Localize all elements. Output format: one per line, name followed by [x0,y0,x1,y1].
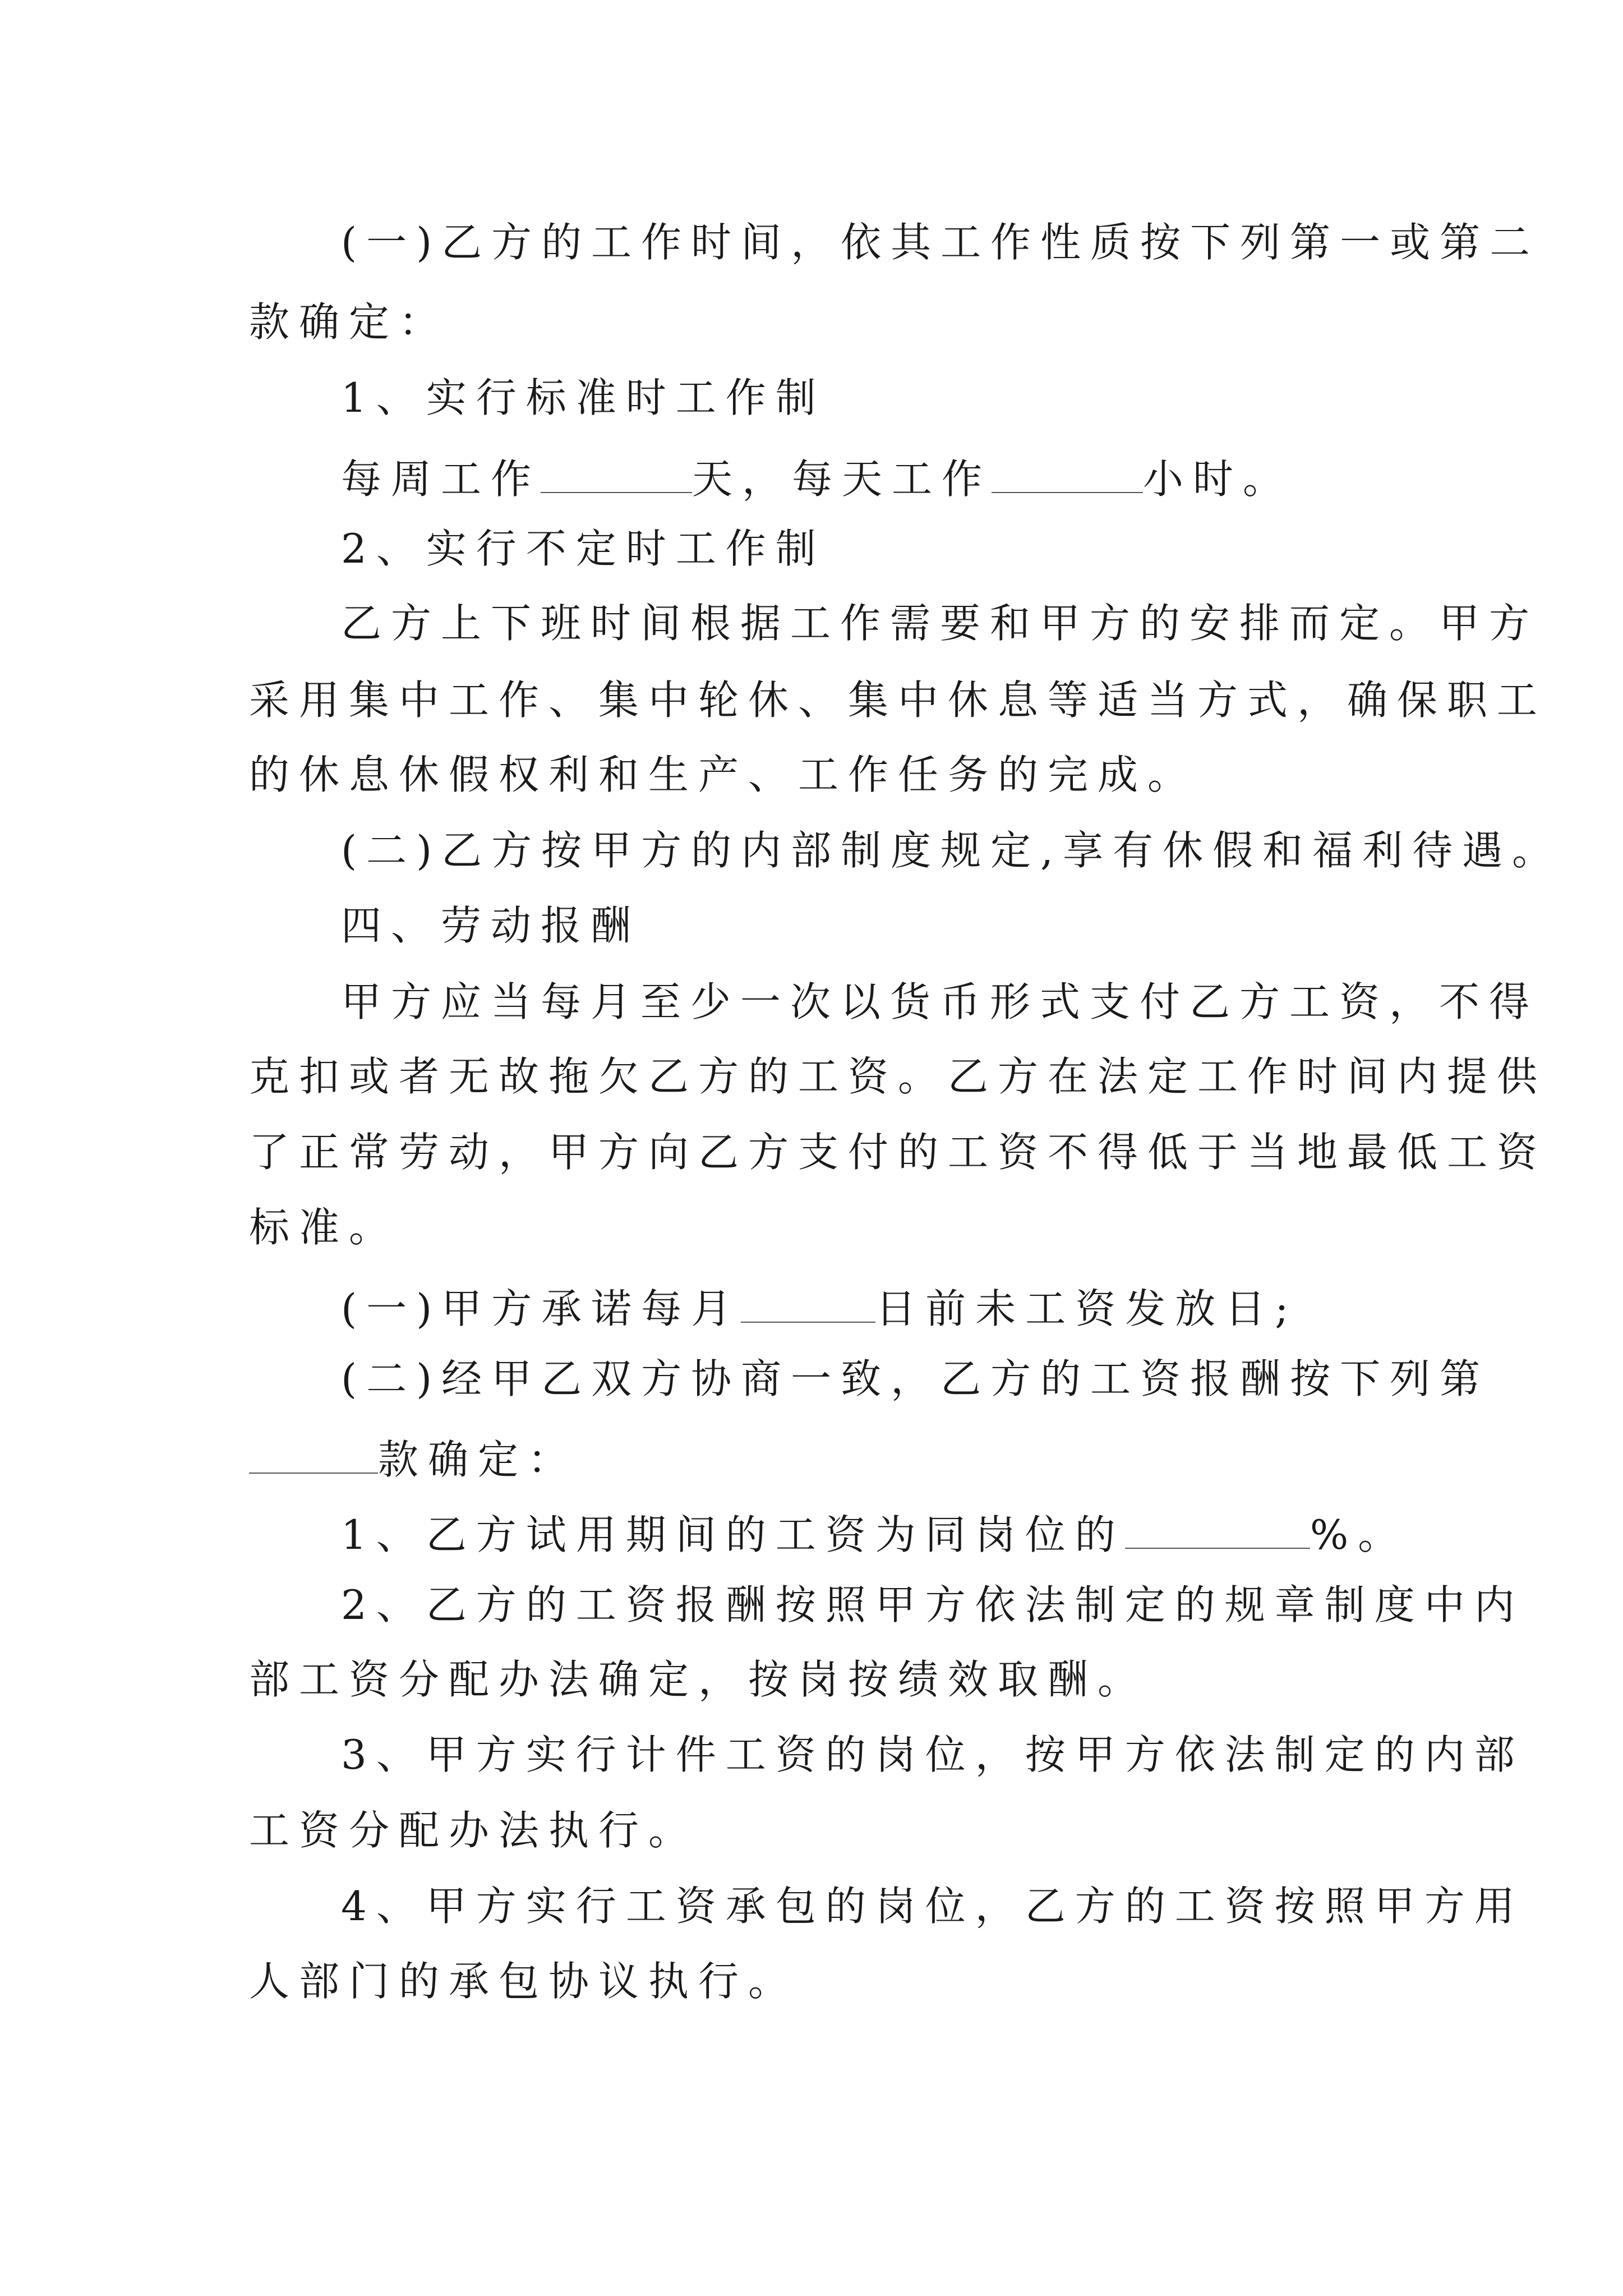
clause-wage-method-line1: (二)经甲乙双方协商一致，乙方的工资报酬按下列第 [341,1355,1490,1402]
standard-hours-text-b: 天，每天工作 [692,455,992,503]
clause-work-hours-line1: (一)乙方的工作时间，依其工作性质按下列第一或第二 [341,219,1540,266]
probation-wage-text-b: %。 [1310,1511,1408,1559]
wage-method-blank[interactable] [249,1434,378,1474]
wage-intro-line4: 标准。 [249,1204,399,1251]
flexible-hours-para-line2: 采用集中工作、集中轮休、集中休息等适当方式，确保职工 [249,677,1547,724]
flexible-hours-para-line3: 的休息休假权利和生产、工作任务的完成。 [249,751,1198,798]
item-piecework-line1: 3、甲方实行计件工资的岗位，按甲方依法制定的内部 [341,1731,1524,1778]
standard-hours-text-c: 小时。 [1143,455,1293,503]
item-internal-distribution-line2: 部工资分配办法确定，按岗按绩效取酬。 [249,1656,1148,1703]
probation-percent-blank[interactable] [1125,1509,1310,1549]
probation-wage-text-a: 1、乙方试用期间的工资为同岗位的 [341,1511,1125,1559]
wage-intro-line1: 甲方应当每月至少一次以货币形式支付乙方工资，不得 [341,978,1539,1025]
wage-method-text: 款确定： [378,1436,578,1484]
clause-leave-benefits: (二)乙方按甲方的内部制度规定,享有休假和福利待遇。 [341,827,1562,874]
standard-hours-text-a: 每周工作 [341,455,541,503]
item-flexible-hours-title: 2、实行不定时工作制 [341,525,826,572]
clause-work-hours-line2: 款确定： [249,298,449,346]
item-contract-wage-line1: 4、甲方实行工资承包的岗位，乙方的工资按照甲方用 [341,1883,1524,1930]
item-probation-wage [341,1509,1408,1559]
wage-intro-line3: 了正常劳动，甲方向乙方支付的工资不得低于当地最低工资 [249,1129,1547,1176]
flexible-hours-para-line1: 乙方上下班时间根据工作需要和甲方的安排而定。甲方 [341,600,1539,647]
section-4-heading: 四、劳动报酬 [341,902,641,949]
item-standard-hours-text [341,453,1293,503]
days-per-week-blank[interactable] [541,453,692,493]
pay-day-blank[interactable] [741,1283,875,1323]
pay-day-text-a: (一)甲方承诺每月 [341,1285,741,1333]
item-contract-wage-line2: 人部门的承包协议执行。 [249,1958,799,2005]
clause-wage-method-line2 [249,1434,578,1484]
pay-day-text-b: 日前未工资发放日; [875,1285,1298,1333]
wage-intro-line2: 克扣或者无故拖欠乙方的工资。乙方在法定工作时间内提供 [249,1053,1547,1100]
item-piecework-line2: 工资分配办法执行。 [249,1807,699,1854]
item-standard-hours-title: 1、实行标准时工作制 [341,374,826,421]
item-internal-distribution-line1: 2、乙方的工资报酬按照甲方依法制定的规章制度中内 [341,1581,1524,1628]
clause-pay-day [341,1283,1298,1333]
hours-per-day-blank[interactable] [992,453,1143,493]
